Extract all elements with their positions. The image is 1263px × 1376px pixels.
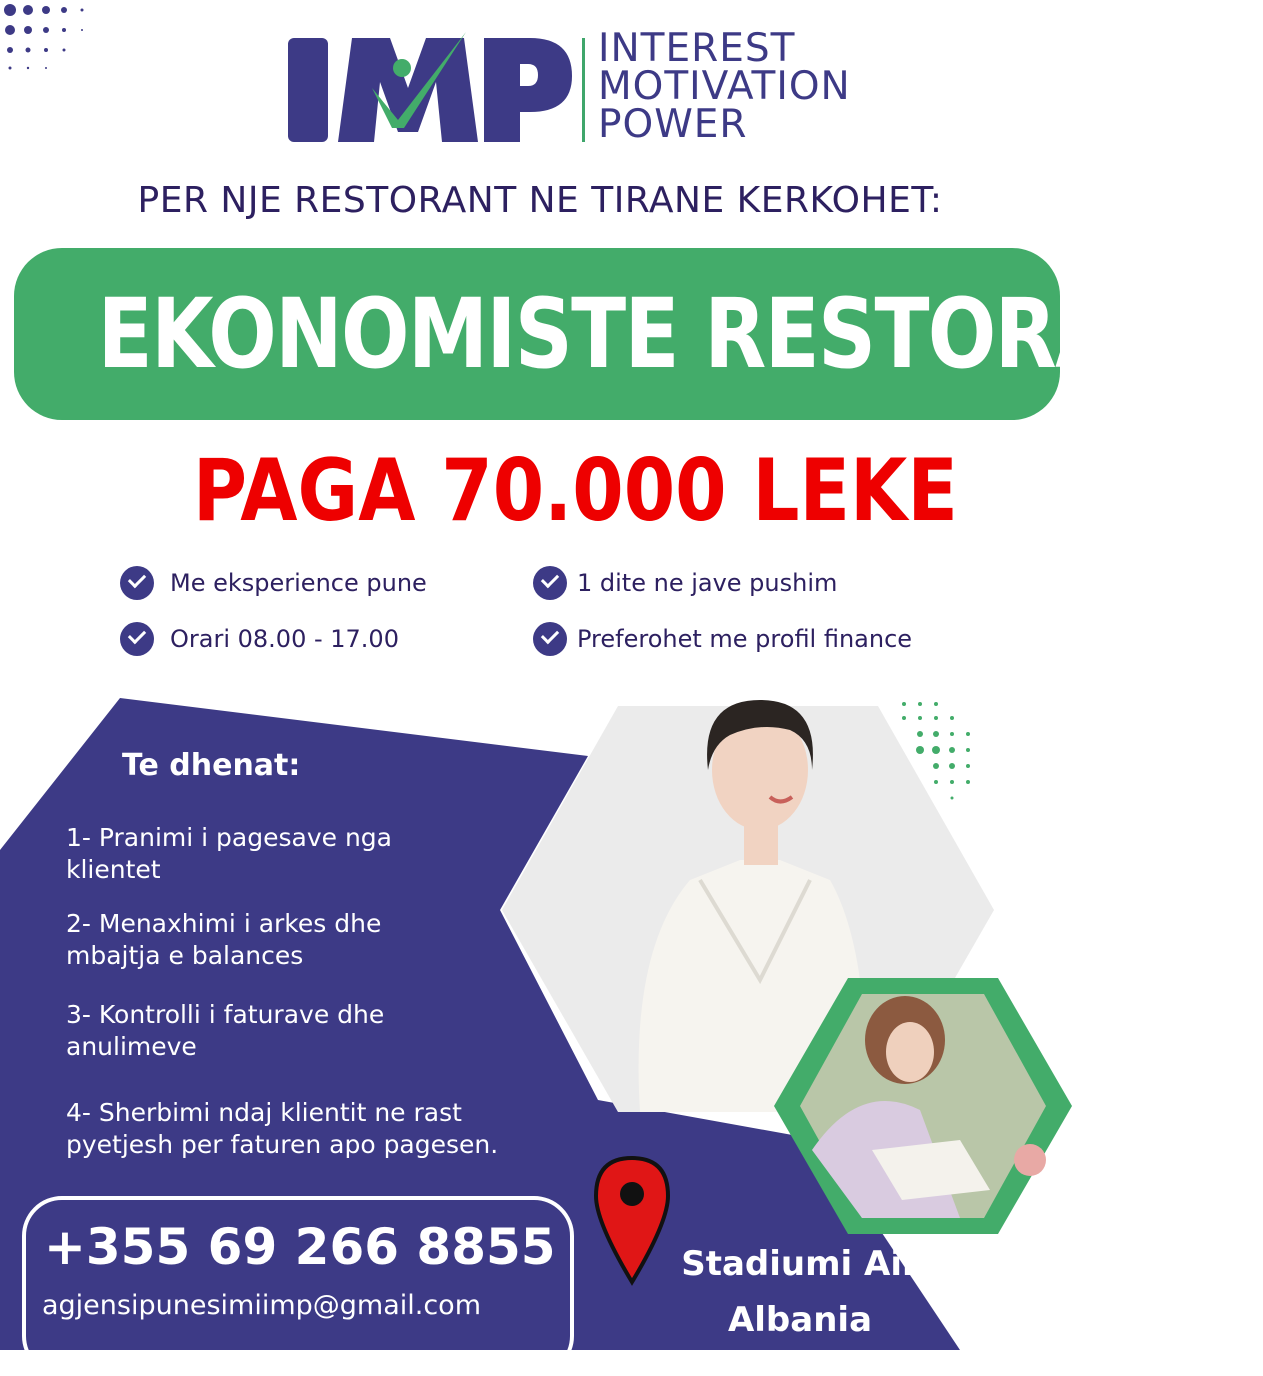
location-line-2: Albania xyxy=(727,1300,873,1340)
salary: PAGA 70.000 LEKE xyxy=(192,441,958,541)
duty-item: 1- Pranimi i pagesave nga klientet xyxy=(66,823,392,884)
phone-number[interactable]: +355 69 266 8855 xyxy=(44,1218,556,1276)
requirement-text: Me eksperience pune xyxy=(170,569,427,597)
headline: PER NJE RESTORANT NE TIRANE KERKOHET: xyxy=(137,180,943,221)
logo-word-2: MOTIVATION xyxy=(598,64,851,109)
duties-title: Te dhenat: xyxy=(122,748,301,783)
duty-item: 2- Menaxhimi i arkes dhe mbajtja e balances xyxy=(66,909,382,970)
duty-item: 4- Sherbimi ndaj klientit ne rast pyetjesh per faturen apo pagesen. xyxy=(66,1098,499,1159)
location-line-1: Stadiumi Air xyxy=(681,1244,919,1284)
requirement-text: Orari 08.00 - 17.00 xyxy=(170,625,399,653)
logo-word-3: POWER xyxy=(598,102,748,147)
duty-item: 3- Kontrolli i faturave dhe anulimeve xyxy=(66,1000,385,1061)
logo-word-1: INTEREST xyxy=(598,26,796,71)
email-address[interactable]: agjensipunesimiimp@gmail.com xyxy=(42,1290,482,1321)
requirement-text: 1 dite ne jave pushim xyxy=(577,569,838,597)
position-title: EKONOMISTE RESTORANTI xyxy=(97,278,1263,390)
requirement-text: Preferohet me profil finance xyxy=(577,625,913,653)
location xyxy=(660,1236,940,1348)
